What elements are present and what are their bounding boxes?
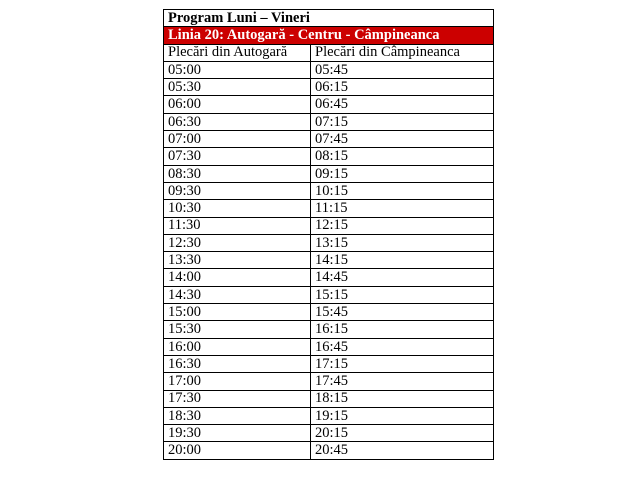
table-row [164, 269, 494, 286]
departure-autogara: 17:30 [164, 390, 311, 407]
departure-autogara: 14:00 [164, 269, 311, 286]
departure-campineanca: 10:15 [311, 182, 494, 199]
line-name: Linia 20: Autogară - Centru - Câmpineanca [164, 27, 494, 44]
departure-autogara: 08:30 [164, 165, 311, 182]
departure-campineanca: 07:45 [311, 131, 494, 148]
table-row [164, 96, 494, 113]
title-row [164, 10, 494, 27]
table-row [164, 425, 494, 442]
table-row [164, 131, 494, 148]
line-row [164, 27, 494, 44]
table-row [164, 217, 494, 234]
departure-autogara: 14:30 [164, 286, 311, 303]
table-row [164, 286, 494, 303]
departure-campineanca: 17:15 [311, 355, 494, 372]
table-row [164, 148, 494, 165]
departure-autogara: 15:00 [164, 304, 311, 321]
departure-campineanca: 07:15 [311, 113, 494, 130]
departure-autogara: 05:30 [164, 79, 311, 96]
departure-autogara: 15:30 [164, 321, 311, 338]
departure-campineanca: 05:45 [311, 61, 494, 78]
table-row [164, 338, 494, 355]
departure-campineanca: 17:45 [311, 373, 494, 390]
departure-campineanca: 20:45 [311, 442, 494, 459]
departure-campineanca: 06:45 [311, 96, 494, 113]
departure-campineanca: 16:45 [311, 338, 494, 355]
departure-autogara: 17:00 [164, 373, 311, 390]
header-row [164, 44, 494, 61]
table-row [164, 373, 494, 390]
departure-campineanca: 19:15 [311, 407, 494, 424]
table-row [164, 355, 494, 372]
departure-campineanca: 16:15 [311, 321, 494, 338]
table-row [164, 113, 494, 130]
departure-autogara: 10:30 [164, 200, 311, 217]
departure-campineanca: 08:15 [311, 148, 494, 165]
departure-campineanca: 12:15 [311, 217, 494, 234]
departure-autogara: 12:30 [164, 234, 311, 251]
header-autogara: Plecări din Autogară [164, 44, 311, 61]
table-row [164, 442, 494, 459]
table-row [164, 390, 494, 407]
departure-autogara: 20:00 [164, 442, 311, 459]
departure-autogara: 05:00 [164, 61, 311, 78]
departure-campineanca: 15:15 [311, 286, 494, 303]
table-row [164, 234, 494, 251]
table-row [164, 407, 494, 424]
departure-campineanca: 14:15 [311, 252, 494, 269]
table-row [164, 79, 494, 96]
table-row [164, 252, 494, 269]
departure-autogara: 07:00 [164, 131, 311, 148]
table-row [164, 321, 494, 338]
departure-autogara: 19:30 [164, 425, 311, 442]
departure-campineanca: 15:45 [311, 304, 494, 321]
departure-autogara: 16:30 [164, 355, 311, 372]
departure-autogara: 06:00 [164, 96, 311, 113]
schedule-body [164, 10, 494, 460]
departure-autogara: 18:30 [164, 407, 311, 424]
header-campineanca: Plecări din Câmpineanca [311, 44, 494, 61]
schedule-title: Program Luni – Vineri [164, 10, 494, 27]
departure-campineanca: 14:45 [311, 269, 494, 286]
departure-autogara: 11:30 [164, 217, 311, 234]
table-row [164, 200, 494, 217]
departure-autogara: 09:30 [164, 182, 311, 199]
bus-schedule-table [163, 9, 494, 460]
table-row [164, 182, 494, 199]
table-row [164, 165, 494, 182]
departure-campineanca: 11:15 [311, 200, 494, 217]
departure-campineanca: 20:15 [311, 425, 494, 442]
departure-autogara: 06:30 [164, 113, 311, 130]
table-row [164, 304, 494, 321]
departure-campineanca: 13:15 [311, 234, 494, 251]
departure-autogara: 16:00 [164, 338, 311, 355]
departure-campineanca: 09:15 [311, 165, 494, 182]
departure-campineanca: 06:15 [311, 79, 494, 96]
departure-autogara: 07:30 [164, 148, 311, 165]
departure-autogara: 13:30 [164, 252, 311, 269]
table-row [164, 61, 494, 78]
departure-campineanca: 18:15 [311, 390, 494, 407]
